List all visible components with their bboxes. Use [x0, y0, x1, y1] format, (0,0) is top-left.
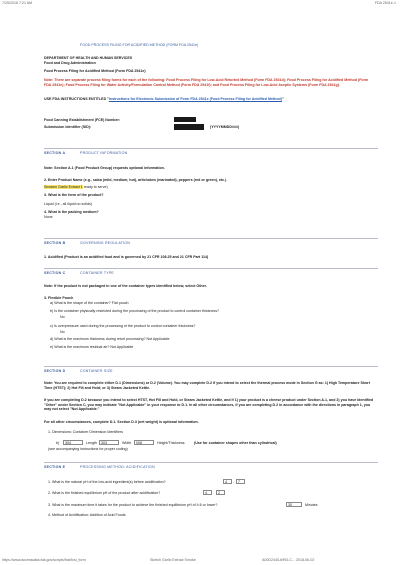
packing-medium-question: 4. What is the packing medium? [44, 210, 99, 214]
length-field[interactable]: 304 [63, 440, 83, 445]
fce-label: Food Canning Establishment (FCE) Number: [44, 118, 121, 122]
instructions-line [44, 97, 374, 102]
divider [44, 148, 378, 149]
product-name-answer [44, 185, 108, 190]
width-field[interactable]: 303 [99, 440, 119, 445]
section-d-note-2: If you are completing D.2 because you intend to select HTST, Hot Fill and Hold, or Steam Jacketed Kettle, and if 1) your product is a cheese product under Section A.1, and 2) you have identified "Other" under Section C, you may indicate "Not Applicable" in your response to D.1. In all other circumstances, if you are completing D.2 in accordance with the directions in paragraph 1, you may not select "Not Applicable." [44, 398, 374, 412]
section-d-note-1: Note: You are required to complete either D.1 (Dimensions) or D.2 (Volume). You may complete D.2 if you intend to select the thermal process mode in Section G as: 1) High Temperature Short Time (HTST); 2) Hot Fill and Hold; or 3) Steam Jacketed Kettle. [44, 381, 370, 390]
product-name-question: 2. Enter Product Name (e.g., salsa (mild, medium, hot), artichokes (marinated), peppers (red or green), etc.) [44, 178, 227, 182]
dimensions-b: b) [56, 441, 60, 445]
section-d-note-3: For all other circumstances, complete D.1. Section D.3 (net weight) is optional information. [44, 420, 199, 424]
agency-name: Food and Drug Administration [44, 61, 96, 65]
packing-medium-answer: None [44, 215, 53, 219]
length-label: Length [86, 441, 97, 445]
section-d-label: SECTION D [44, 369, 66, 373]
max-time-question: 3. What is the maximum time it takes for the product to achieve the finished equilibrium pH of 4.6 or lower? [48, 503, 218, 507]
filing-note: Note: There are separate process filing forms for each of the following: Food Process Filing for Low-Acid Retorted Method (Form FDA 2541d); Food Process Filing for Acidified Method (Form FDA 2541e); Food Process Filing for Water Activity/Formulation Control Method (Form FDA 2541f); and Food Process Filing for Low-Acid Aseptic Systems (Form FDA 2541g). [44, 78, 369, 87]
natural-ph-int[interactable]: 4 [223, 479, 232, 484]
top-strip-left: 7/25/2018 7:21 AM [2, 1, 33, 5]
restricted-question: b) Is the container physically restricted during the processing of the product to control container thickness? [50, 309, 219, 313]
product-form-question: 3. What is the form of the product? [44, 193, 104, 197]
divider [44, 268, 378, 269]
sid-format: (YYYYMMDD###) [210, 125, 240, 129]
max-time-field[interactable]: 30 [286, 502, 302, 507]
container-type: 3. Flexible Pouch [44, 296, 74, 300]
fce-redacted [174, 117, 196, 122]
residual-air: e) What is the maximum residual air? Not Applicable [50, 345, 134, 349]
instructions-link[interactable]: Instructions for Electronic Submission of Form FDA 2541e (Food Process Filing for Acidified Method) [108, 97, 282, 101]
section-e-label: SECTION E [44, 465, 66, 469]
instructions-end: " [281, 97, 284, 101]
max-thickness: d) What is the maximum thickness during retort processing? Not Applicable [50, 337, 170, 341]
natural-ph-dec[interactable]: 7 [236, 479, 245, 484]
height-field[interactable]: 008 [134, 440, 154, 445]
section-b-label: SECTION B [44, 241, 66, 245]
divider [44, 238, 378, 239]
dept-name: DEPARTMENT OF HEALTH AND HUMAN SERVICES [44, 56, 133, 60]
section-c-label: SECTION C [44, 271, 66, 275]
instructions-label: USE FDA INSTRUCTIONS ENTITLED " [44, 97, 109, 101]
equilibrium-ph-question: 2. What is the finished equilibrium pH of the product after acidification? [48, 491, 161, 495]
governing-regulation: 1. Acidified (Product is an acidified food and is governed by 21 CFR 108.25 and 21 CFR Part 114) [44, 255, 209, 259]
footer-url: https://www.accessdata.fda.gov/scripts/fcsi/fcsi_form [2, 558, 86, 562]
footer-middle: Sketch Garlic Extract Smoke [150, 558, 196, 562]
decimal-point: . [213, 491, 214, 495]
dimension-note-tail: (see accompanying instructions for proper coding) [48, 447, 128, 451]
divider [44, 366, 378, 367]
product-name-highlight: Smoken Garlic Extract 1 [44, 185, 83, 189]
container-shape: a) What is the shape of the container? Flat pouch [50, 301, 129, 305]
footer-right: A00D2445-6993-C... 2018-06-02 [262, 558, 315, 562]
top-strip-right: FDA 2541e-1 [374, 1, 396, 5]
equilibrium-ph-dec[interactable]: 2 [216, 490, 225, 495]
width-label: Width [122, 441, 132, 445]
form-header-title: FOOD PROCESS FILING FOR ACIDIFIED METHOD (FORM FDA 2541e) [80, 43, 199, 47]
acidification-method: 4. Method of Acidification: Addition of Acid Foods [48, 513, 126, 517]
overpressure-answer: No [60, 330, 65, 334]
section-c-title: CONTAINER TYPE [80, 271, 115, 275]
overpressure-question: c) Is overpressure used during the processing of the product to control container thickness? [50, 324, 196, 328]
natural-ph-question: 1. What is the natural pH of the low-acid ingredient(s) before acidification? [48, 480, 166, 484]
form-name: Food Process Filing for Acidified Method (Form FDA 2541e) [44, 69, 146, 73]
product-name-tail: ready to serve) [83, 185, 108, 189]
section-a-label: SECTION A [44, 151, 66, 155]
section-e-title: PROCESSING METHOD: ACIDIFICATION [80, 465, 155, 469]
divider [44, 462, 378, 463]
section-a-note: Note: Section A.1 (Food Product Group) requests optional information. [44, 166, 165, 170]
restricted-answer: No [60, 315, 65, 319]
decimal-point: . [233, 480, 234, 484]
product-form-answer: Liquid (i.e., all liquid no solids) [44, 202, 92, 206]
sid-redacted [174, 124, 204, 130]
dimension-note: (Use for container shapes other than cylindrical) [194, 441, 277, 445]
sid-label: Submission Identifier (SID): [44, 125, 92, 129]
section-d-title: CONTAINER SIZE [80, 369, 113, 373]
max-time-unit: Minutes [305, 503, 318, 507]
section-c-note: Note: If the product is not packaged in one of the container types identified below, select Other. [44, 284, 207, 288]
dimensions-label: 1. Dimensions: Container Dimension Identifiers [48, 430, 123, 434]
equilibrium-ph-int[interactable]: 4 [203, 490, 212, 495]
height-label: Height/Thickness [157, 441, 185, 445]
section-a-title: PRODUCT INFORMATION [80, 151, 128, 155]
section-b-title: GOVERNING REGULATION [80, 241, 131, 245]
